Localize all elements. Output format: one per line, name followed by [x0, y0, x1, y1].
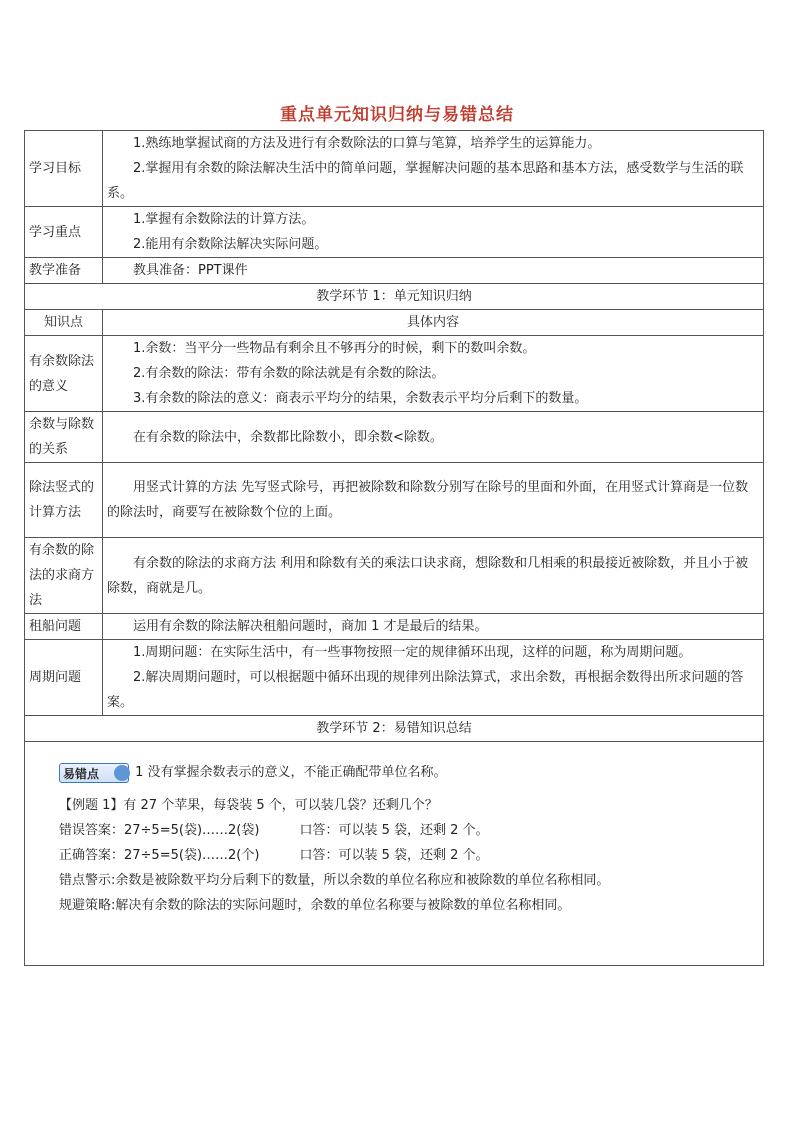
goals-item: 2.掌握用有余数的除法解决生活中的简单问题，掌握解决问题的基本思路和基本方法，感受数学与生活的联系。	[107, 161, 744, 201]
knowledge-content	[103, 463, 764, 538]
column-knowledge: 知识点	[25, 310, 103, 336]
wrong-answer-line	[59, 818, 755, 843]
keypoints-row	[25, 207, 764, 258]
knowledge-line: 3.有余数的除法的意义：商表示平均分的结果，余数表示平均分后剩下的数量。	[133, 391, 588, 406]
section1-title: 教学环节 1：单元知识归纳	[25, 284, 764, 310]
mistake-point: 1 没有掌握余数表示的意义，不能正确配带单位名称。	[135, 765, 447, 780]
knowledge-label: 租船问题	[25, 614, 103, 640]
goals-label: 学习目标	[25, 131, 103, 207]
knowledge-row	[25, 538, 764, 614]
knowledge-row	[25, 336, 764, 412]
right-answer-line	[59, 843, 755, 868]
knowledge-line: 1.余数：当平分一些物品有剩余且不够再分的时候，剩下的数叫余数。	[133, 341, 536, 356]
section2-title: 教学环节 2：易错知识总结	[25, 716, 764, 742]
goals-content	[103, 131, 764, 207]
mistake-tag	[59, 763, 129, 783]
prep-row	[25, 258, 764, 284]
knowledge-row	[25, 463, 764, 538]
knowledge-row	[25, 614, 764, 640]
wrong-equation: 错误答案：27÷5=5(袋)……2(袋)	[59, 823, 260, 838]
keypoints-item: 2.能用有余数除法解决实际问题。	[133, 237, 328, 252]
knowledge-content	[103, 538, 764, 614]
knowledge-label: 周期问题	[25, 640, 103, 716]
section1-columns	[25, 310, 764, 336]
knowledge-line: 2.解决周期问题时，可以根据题中循环出现的规律列出除法算式，求出余数，再根据余数得出所求问题的答案。	[107, 670, 744, 710]
knowledge-label: 除法竖式的计算方法	[25, 463, 103, 538]
mistakes-content	[25, 742, 764, 966]
keypoints-content	[103, 207, 764, 258]
knowledge-content	[103, 614, 764, 640]
knowledge-content	[103, 412, 764, 463]
knowledge-label: 有余数除法的意义	[25, 336, 103, 412]
knowledge-row	[25, 412, 764, 463]
knowledge-content	[103, 336, 764, 412]
wrong-oral-answer: 口答：可以装 5 袋，还剩 2 个。	[299, 823, 489, 838]
knowledge-label: 有余数的除法的求商方法	[25, 538, 103, 614]
example-question: 【例题 1】有 27 个苹果，每袋装 5 个，可以装几袋？还剩几个？	[59, 798, 438, 813]
goals-item: 1.熟练地掌握试商的方法及进行有余数除法的口算与笔算，培养学生的运算能力。	[133, 136, 601, 151]
keypoints-label: 学习重点	[25, 207, 103, 258]
prep-value: 教具准备：PPT课件	[103, 258, 764, 284]
knowledge-line: 1.周期问题：在实际生活中，有一些事物按照一定的规律循环出现，这样的问题，称为周期问题。	[133, 645, 692, 660]
page-title: 重点单元知识归纳与易错总结	[280, 105, 514, 125]
mistake-point-line	[59, 760, 755, 785]
knowledge-line: 2.有余数的除法：带有余数的除法就是有余数的除法。	[133, 366, 445, 381]
knowledge-content	[103, 640, 764, 716]
avoid-strategy: 规避策略:解决有余数的除法的实际问题时，余数的单位名称要与被除数的单位名称相同。	[59, 898, 571, 913]
goals-row	[25, 131, 764, 207]
knowledge-line: 有余数的除法的求商方法 利用和除数有关的乘法口诀求商，想除数和几相乘的积最接近被除数，并且小于被除数，商就是几。	[107, 555, 749, 596]
tag-decoration-icon	[114, 765, 130, 781]
column-content: 具体内容	[103, 310, 764, 336]
section1-header	[25, 284, 764, 310]
mistake-tag-label: 易错点	[63, 766, 100, 781]
section2-header	[25, 716, 764, 742]
right-oral-answer: 口答：可以装 5 袋，还剩 2 个。	[299, 848, 489, 863]
keypoints-item: 1.掌握有余数除法的计算方法。	[133, 212, 315, 227]
prep-label: 教学准备	[25, 258, 103, 284]
knowledge-line: 运用有余数的除法解决租船问题时，商加 1 才是最后的结果。	[133, 619, 488, 634]
lesson-table	[24, 130, 764, 966]
right-equation: 正确答案：27÷5=5(袋)……2(个)	[59, 848, 260, 863]
knowledge-line: 在有余数的除法中，余数都比除数小，即余数<除数。	[133, 429, 443, 445]
section2-body	[25, 742, 764, 966]
knowledge-label: 余数与除数的关系	[25, 412, 103, 463]
mistake-warning: 错点警示:余数是被除数平均分后剩下的数量，所以余数的单位名称应和被除数的单位名称相同。	[59, 873, 610, 888]
knowledge-row	[25, 640, 764, 716]
knowledge-line: 用竖式计算的方法 先写竖式除号，再把被除数和除数分别写在除号的里面和外面，在用竖式计算商是一位数的除法时，商要写在被除数个位的上面。	[107, 480, 749, 520]
